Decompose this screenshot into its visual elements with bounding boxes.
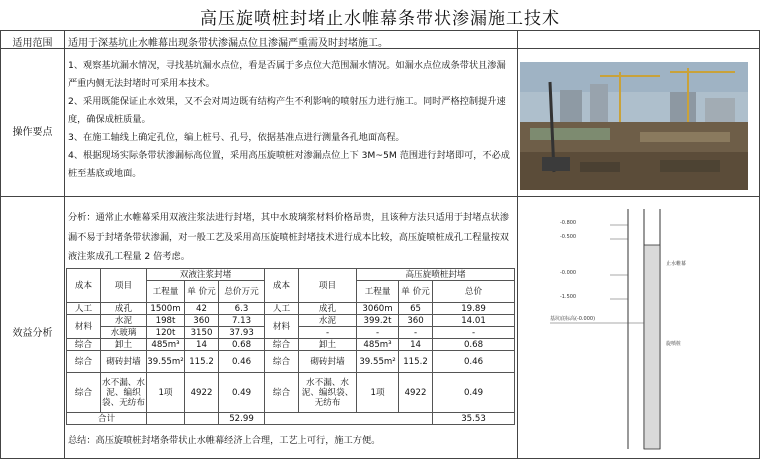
header-total: 总价: [433, 281, 515, 303]
cell: 399.2t: [357, 315, 399, 327]
cell: 成孔: [101, 303, 147, 315]
group-header-jet-grout: 高压旋喷桩封堵: [357, 269, 515, 281]
elevation-note: 基坑底标高(-0.000): [550, 316, 596, 322]
section-diagram: [520, 205, 756, 455]
column-divider: [64, 31, 65, 459]
cell: 14.01: [433, 315, 515, 327]
cell: 0.46: [433, 351, 515, 373]
cost-comparison-table: [66, 268, 515, 425]
cell: 综合: [67, 351, 101, 373]
table-row: [67, 373, 515, 413]
jet-pile-label: 旋喷桩: [666, 341, 682, 347]
curtain-label: 止水帷幕: [666, 261, 687, 267]
cell: 485m³: [147, 339, 185, 351]
cell: 综合: [67, 339, 101, 351]
table-total-row: [67, 413, 515, 425]
cell: 65: [399, 303, 433, 315]
operation-step: 2、采用既能保证止水效果，又不会对周边既有结构产生不利影响的喷射压力进行施工。同时严格控制提升速度，确保成桩质量。: [68, 96, 506, 125]
cell: 材料: [67, 315, 101, 339]
operation-label: 操作要点: [12, 127, 53, 138]
header-item: 项目: [101, 269, 147, 303]
cell: -: [433, 327, 515, 339]
column-divider: [517, 31, 518, 459]
row-divider: [1, 196, 760, 197]
header-qty: 工程量: [357, 281, 399, 303]
cell: 19.89: [433, 303, 515, 315]
cell: 4922: [185, 373, 219, 413]
cell: 综合: [265, 339, 299, 351]
cell: 材料: [265, 315, 299, 339]
cell: 37.93: [219, 327, 265, 339]
cell: 360: [185, 315, 219, 327]
header-price: 单 价元: [399, 281, 433, 303]
cell: 人工: [67, 303, 101, 315]
cell: 1项: [357, 373, 399, 413]
cell: 水泥: [101, 315, 147, 327]
cell: 115.2: [185, 351, 219, 373]
cell: 砌砖封墙: [299, 351, 357, 373]
scope-label: 适用范围: [12, 38, 53, 49]
cell: 砌砖封墙: [101, 351, 147, 373]
header-qty: 工程量: [147, 281, 185, 303]
cell: 卸土: [299, 339, 357, 351]
total-grouting: 52.99: [219, 413, 265, 425]
cell: 成孔: [299, 303, 357, 315]
cell: -: [299, 327, 357, 339]
header-item: 项目: [299, 269, 357, 303]
cell: 485m³: [357, 339, 399, 351]
cell: 120t: [147, 327, 185, 339]
cell: 水泥: [299, 315, 357, 327]
cell: 14: [185, 339, 219, 351]
cell: -: [399, 327, 433, 339]
cell: 42: [185, 303, 219, 315]
table-row: [67, 339, 515, 351]
dimension-label: -0.500: [560, 234, 577, 240]
cell: 360: [399, 315, 433, 327]
operation-step: 1、观察基坑漏水情况，寻找基坑漏水点位，看是否属于多点位大范围漏水情况。如漏水点位成条带状且渗漏严重内侧无法封堵时可采用本技术。: [68, 60, 506, 89]
cell: 6.3: [219, 303, 265, 315]
cell: -: [357, 327, 399, 339]
table-row: [67, 303, 515, 315]
cell: 水玻璃: [101, 327, 147, 339]
cell: 14: [399, 339, 433, 351]
cell: 综合: [265, 373, 299, 413]
cell: 3060m: [357, 303, 399, 315]
operation-step: 4、根据现场实际条带状渗漏标高位置，采用高压旋喷桩对渗漏点位上下 3M~5M 范围进行封堵即可，不必成桩至基底或地面。: [68, 150, 510, 179]
cell: 卸土: [101, 339, 147, 351]
cell: 水不漏、水泥、编织袋、无纺布: [299, 373, 357, 413]
table-row: [67, 351, 515, 373]
cell: 1500m: [147, 303, 185, 315]
operation-step: 3、在施工轴线上确定孔位，编上桩号、孔号，依据基准点进行测量各孔地面高程。: [68, 132, 405, 143]
row-divider: [1, 458, 760, 459]
cell: 1项: [147, 373, 185, 413]
dimension-label: -0.800: [560, 220, 577, 226]
table-row: [67, 315, 515, 327]
construction-site-photo: [520, 62, 748, 190]
total-jet-grout: 35.53: [433, 413, 515, 425]
document-title: 高压旋喷桩封堵止水帷幕条带状渗漏施工技术: [200, 9, 560, 29]
total-label: 合计: [67, 413, 147, 425]
cell: 水不漏、水泥、编织袋、无纺布: [101, 373, 147, 413]
cell: 7.13: [219, 315, 265, 327]
cell: 3150: [185, 327, 219, 339]
operation-steps: [68, 57, 514, 183]
scope-text: 适用于深基坑止水帷幕出现条带状渗漏点位且渗漏严重需及时封堵施工。: [68, 38, 388, 49]
cell: 39.55m²: [357, 351, 399, 373]
summary-text: 总结：高压旋喷桩封堵条带状止水帷幕经济上合理，工艺上可行，施工方便。: [68, 435, 381, 446]
header-price: 单 价元: [185, 281, 219, 303]
cell: 115.2: [399, 351, 433, 373]
cost-analysis-text: 分析：通常止水帷幕采用双液注浆法进行封堵，其中水玻璃浆材料价格昂贵，且该种方法只适用于封堵点状渗漏不易于封堵条带状渗漏，对一般工艺及采用高压旋喷桩封堵技术进行成本比较，高压旋喷桩成孔工程量按双液注浆成孔工程量 2 倍考虑。: [68, 212, 509, 262]
header-cost: 成本: [67, 269, 101, 303]
cell: 4922: [399, 373, 433, 413]
cell: 0.49: [219, 373, 265, 413]
cell: 0.49: [433, 373, 515, 413]
cell: 0.68: [219, 339, 265, 351]
benefit-label: 效益分析: [12, 328, 53, 339]
group-header-grouting: 双液注浆封堵: [147, 269, 265, 281]
cell: 综合: [67, 373, 101, 413]
cell: 39.55m²: [147, 351, 185, 373]
header-cost: 成本: [265, 269, 299, 303]
cell: 0.68: [433, 339, 515, 351]
cell: 0.46: [219, 351, 265, 373]
cell: 综合: [265, 351, 299, 373]
cell: 198t: [147, 315, 185, 327]
dimension-label: -0.000: [560, 270, 577, 276]
header-total: 总价万元: [219, 281, 265, 303]
cell: 人工: [265, 303, 299, 315]
dimension-label: -1.500: [560, 294, 577, 300]
